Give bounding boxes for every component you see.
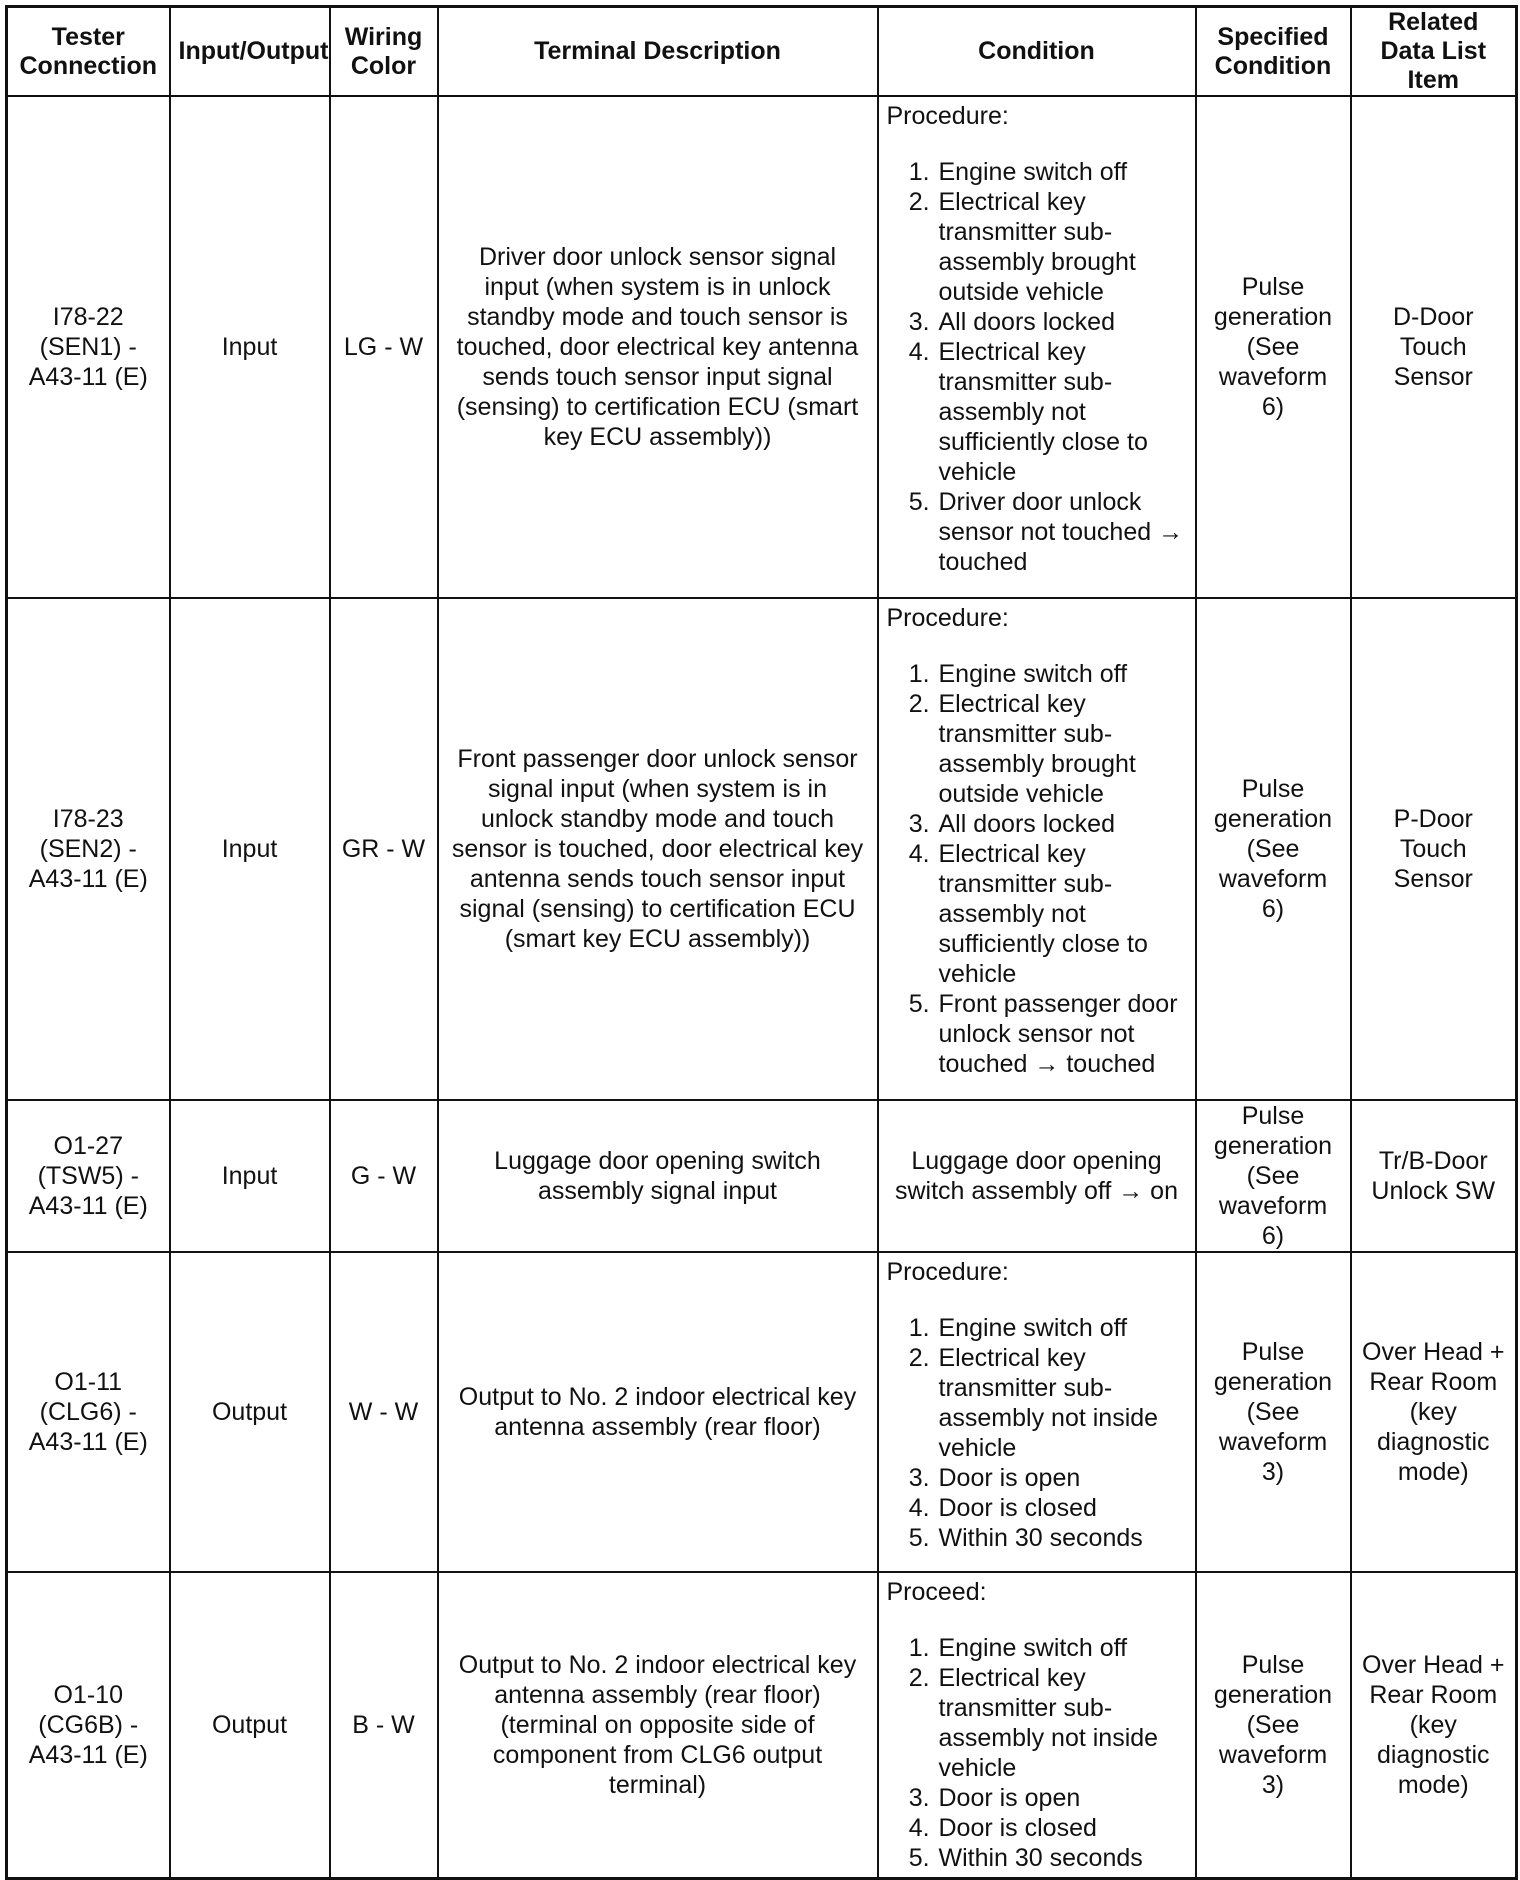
procedure-steps [887, 659, 1187, 1079]
condition-cell [878, 1252, 1196, 1572]
terminal-description-cell: Luggage door opening switch assembly signal input [438, 1100, 878, 1252]
terminal-description-cell: Front passenger door unlock sensor signal input (when system is in unlock standby mode and touch sensor is touched, door electrical key antenna sends touch sensor input signal (sensing) to certification ECU (smart key ECU assembly)) [438, 598, 878, 1100]
procedure-step: 3. Door is open [937, 1463, 1187, 1493]
specified-condition-cell: Pulse generation (See waveform 6) [1196, 96, 1351, 598]
related-data-cell: Over Head + Rear Room (key diagnostic mode) [1351, 1252, 1517, 1572]
procedure-step: 3. All doors locked [937, 809, 1187, 839]
procedure-title: Procedure: [886, 102, 1009, 130]
procedure-step: 3. All doors locked [937, 307, 1187, 337]
procedure-step: 4. Door is closed [937, 1493, 1187, 1523]
specified-condition-cell: Pulse generation (See waveform 3) [1196, 1252, 1351, 1572]
procedure-title: Procedure: [886, 604, 1009, 632]
procedure-step: 2. Electrical key transmitter sub-assembly not inside vehicle [937, 1663, 1187, 1783]
table-row [7, 598, 1517, 1100]
related-data-cell: Tr/B-Door Unlock SW [1351, 1100, 1517, 1252]
procedure-step: 4. Door is closed [937, 1813, 1187, 1843]
header-specified-condition: Specified Condition [1196, 7, 1351, 97]
header-wiring-color: Wiring Color [330, 7, 438, 97]
terminal-table [5, 5, 1518, 1880]
tester-connection-cell: I78-23 (SEN2) - A43-11 (E) [7, 598, 170, 1100]
related-data-cell: P-Door Touch Sensor [1351, 598, 1517, 1100]
procedure-step: 2. Electrical key transmitter sub-assembly brought outside vehicle [937, 187, 1187, 307]
specified-condition-cell: Pulse generation (See waveform 6) [1196, 1100, 1351, 1252]
procedure-step: 2. Electrical key transmitter sub-assembly not inside vehicle [937, 1343, 1187, 1463]
table-row [7, 1252, 1517, 1572]
procedure-step: 1. Engine switch off [937, 1633, 1187, 1663]
wiring-color-cell: B - W [330, 1572, 438, 1878]
wiring-color-cell: LG - W [330, 96, 438, 598]
procedure-title: Proceed: [886, 1578, 987, 1606]
procedure-step: 3. Door is open [937, 1783, 1187, 1813]
procedure-title: Procedure: [886, 1258, 1009, 1286]
condition-cell: Luggage door opening switch assembly off → on [878, 1100, 1196, 1252]
table-row [7, 96, 1517, 598]
procedure-step: 1. Engine switch off [937, 1313, 1187, 1343]
procedure-steps [887, 1313, 1187, 1553]
input-output-cell: Output [170, 1572, 330, 1878]
input-output-cell: Output [170, 1252, 330, 1572]
procedure-step: 2. Electrical key transmitter sub-assembly brought outside vehicle [937, 689, 1187, 809]
header-terminal-description: Terminal Description [438, 7, 878, 97]
input-output-cell: Input [170, 598, 330, 1100]
procedure-step: 1. Engine switch off [937, 157, 1187, 187]
wiring-color-cell: GR - W [330, 598, 438, 1100]
procedure-steps [887, 1633, 1187, 1873]
procedure-step: 5. Front passenger door unlock sensor not touched → touched [937, 989, 1187, 1079]
header-condition: Condition [878, 7, 1196, 97]
wiring-color-cell: W - W [330, 1252, 438, 1572]
procedure-step: 5. Driver door unlock sensor not touched → touched [937, 487, 1187, 577]
specified-condition-cell: Pulse generation (See waveform 3) [1196, 1572, 1351, 1878]
procedure-step: 5. Within 30 seconds [937, 1523, 1187, 1553]
header-related-data-list-item: Related Data List Item [1351, 7, 1517, 97]
related-data-cell: D-Door Touch Sensor [1351, 96, 1517, 598]
procedure-steps [887, 157, 1187, 577]
condition-cell [878, 1572, 1196, 1878]
procedure-step: 4. Electrical key transmitter sub-assembly not sufficiently close to vehicle [937, 337, 1187, 487]
wiring-color-cell: G - W [330, 1100, 438, 1252]
header-row [7, 7, 1517, 97]
tester-connection-cell: O1-10 (CG6B) - A43-11 (E) [7, 1572, 170, 1878]
related-data-cell: Over Head + Rear Room (key diagnostic mode) [1351, 1572, 1517, 1878]
procedure-step: 1. Engine switch off [937, 659, 1187, 689]
terminal-description-cell: Output to No. 2 indoor electrical key antenna assembly (rear floor) [438, 1252, 878, 1572]
input-output-cell: Input [170, 1100, 330, 1252]
tester-connection-cell: O1-27 (TSW5) - A43-11 (E) [7, 1100, 170, 1252]
terminal-table-sheet [5, 5, 1515, 1872]
condition-cell [878, 96, 1196, 598]
header-input-output: Input/Output [170, 7, 330, 97]
tester-connection-cell: O1-11 (CLG6) - A43-11 (E) [7, 1252, 170, 1572]
specified-condition-cell: Pulse generation (See waveform 6) [1196, 598, 1351, 1100]
header-tester-connection: Tester Connection [7, 7, 170, 97]
procedure-step: 4. Electrical key transmitter sub-assembly not sufficiently close to vehicle [937, 839, 1187, 989]
input-output-cell: Input [170, 96, 330, 598]
procedure-step: 5. Within 30 seconds [937, 1843, 1187, 1873]
terminal-description-cell: Driver door unlock sensor signal input (when system is in unlock standby mode and touch sensor is touched, door electrical key antenna sends touch sensor input signal (sensing) to certification ECU (smart key ECU assembly)) [438, 96, 878, 598]
table-row [7, 1572, 1517, 1878]
terminal-description-cell: Output to No. 2 indoor electrical key antenna assembly (rear floor) (terminal on opposite side of component from CLG6 output terminal) [438, 1572, 878, 1878]
tester-connection-cell: I78-22 (SEN1) - A43-11 (E) [7, 96, 170, 598]
condition-cell [878, 598, 1196, 1100]
table-row [7, 1100, 1517, 1252]
